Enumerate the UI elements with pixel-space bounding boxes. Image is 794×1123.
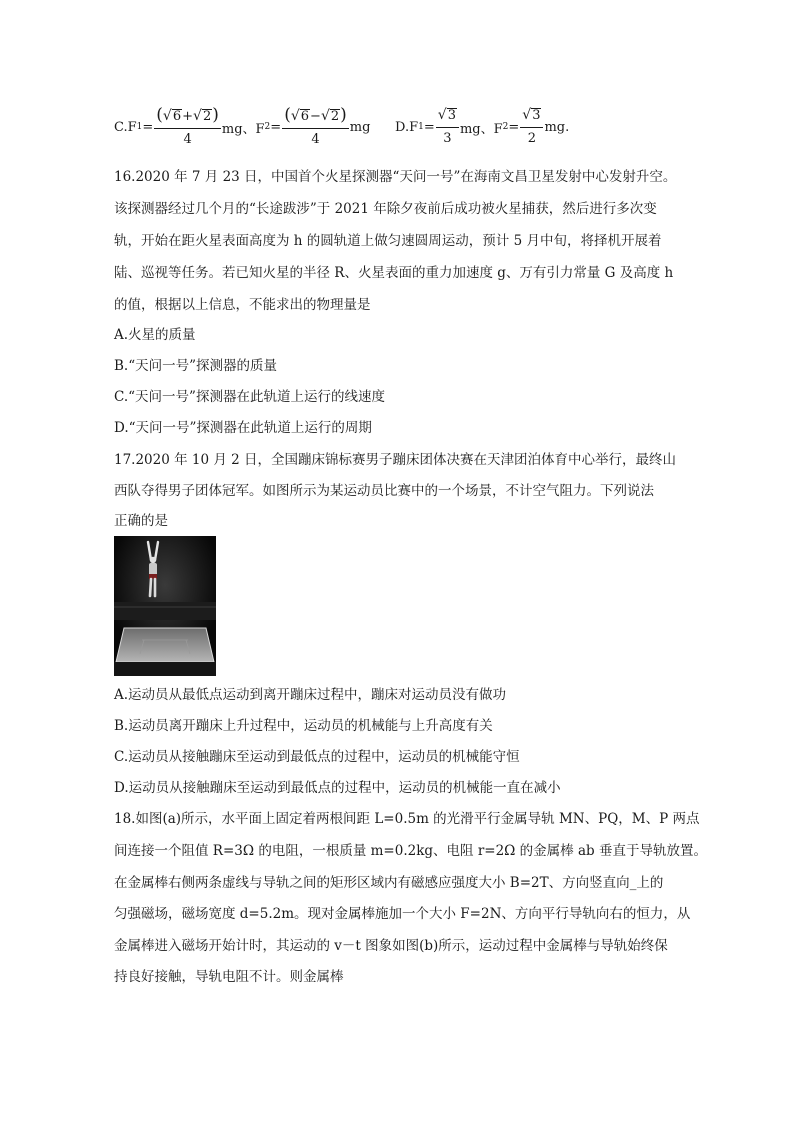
q17-option-b: B.运动员离开蹦床上升过程中，运动员的机械能与上升高度有关 — [114, 718, 493, 734]
fraction: √ 3 2 — [520, 107, 543, 148]
q17-option-c: C.运动员从接触蹦床至运动到最低点的过程中，运动员的机械能守恒 — [114, 749, 520, 765]
fraction: √ 3 3 — [436, 107, 459, 148]
q16-stem-line: 陆、巡视等任务。若已知火星的半径 R、火星表面的重力加速度 g、万有引力常量 G 及高度 h — [114, 265, 674, 281]
q18-stem-line: 间连接一个阻值 R=3Ω 的电阻，一根质量 m=0.2kg、电阻 r=2Ω 的金属棒 ab 垂直于导轨放置。 — [114, 843, 707, 859]
trampoline-photo — [114, 536, 216, 676]
q16-stem-line: 16.2020 年 7 月 23 日，中国首个火星探测器“天问一号”在海南文昌卫星发射中心发射升空。 — [114, 169, 677, 185]
q16-stem-line: 该探测器经过几个月的“长途跋涉”于 2021 年除夕夜前后成功被火星捕获，然后进行多次变 — [114, 201, 657, 217]
trampoline-illustration — [114, 536, 216, 676]
option-c-formula: C.F 1 = ( √ 6 + √ 2 ) 4 mg、F 2 = ( √ 6 − √ 2 ) 4 mg — [114, 104, 371, 147]
fraction: ( √ 6 − √ 2 ) 4 — [284, 104, 347, 147]
option-d-label: D.F — [395, 119, 419, 135]
q16-stem-line: 的值，根据以上信息，不能求出的物理量是 — [114, 297, 371, 313]
q17-stem-line: 正确的是 — [114, 513, 168, 529]
q18-stem-line: 金属棒进入磁场开始计时，其运动的 v－t 图象如图(b)所示，运动过程中金属棒与导轨始终保 — [114, 938, 668, 954]
q18-stem-line: 匀强磁场，磁场宽度 d=5.2m。现对金属棒施加一个大小 F=2N、方向平行导轨向右的恒力，从 — [114, 906, 691, 922]
q16-stem-line: 轨，开始在距火星表面高度为 h 的圆轨道上做匀速圆周运动，预计 5 月中旬，将择机开展着 — [114, 233, 662, 249]
option-d-formula: D.F 1 = √ 3 3 mg、F 2 = √ 3 2 mg. — [395, 106, 570, 146]
q17-stem-line: 西队夺得男子团体冠军。如图所示为某运动员比赛中的一个场景，不计空气阻力。下列说法 — [114, 483, 654, 499]
q17-option-d: D.运动员从接触蹦床至运动到最低点的过程中，运动员的机械能一直在减小 — [114, 780, 561, 796]
q17-stem-line: 17.2020 年 10 月 2 日，全国蹦床锦标赛男子蹦床团体决赛在天津团泊体育中心举行，最终山 — [114, 452, 677, 468]
q16-option-a: A.火星的质量 — [114, 327, 196, 343]
fraction: ( √ 6 + √ 2 ) 4 — [156, 104, 219, 147]
q18-stem-line: 18.如图(a)所示，水平面上固定着两根间距 L=0.5m 的光滑平行金属导轨 MN、PQ，M、P 两点 — [114, 811, 700, 827]
q17-option-a: A.运动员从最低点运动到离开蹦床过程中，蹦床对运动员没有做功 — [114, 687, 507, 703]
q16-option-d: D.“天问一号”探测器在此轨道上运行的周期 — [114, 420, 372, 436]
option-c-label: C.F — [114, 119, 137, 135]
q16-option-b: B.“天问一号”探测器的质量 — [114, 358, 278, 374]
q18-stem-line: 在金属棒右侧两条虚线与导轨之间的矩形区域内有磁感应强度大小 B=2T、方向竖直向_上的 — [114, 875, 664, 891]
q16-option-c: C.“天问一号”探测器在此轨道上运行的线速度 — [114, 389, 385, 405]
q18-stem-line: 持良好接触，导轨电阻不计。则金属棒 — [114, 969, 344, 985]
